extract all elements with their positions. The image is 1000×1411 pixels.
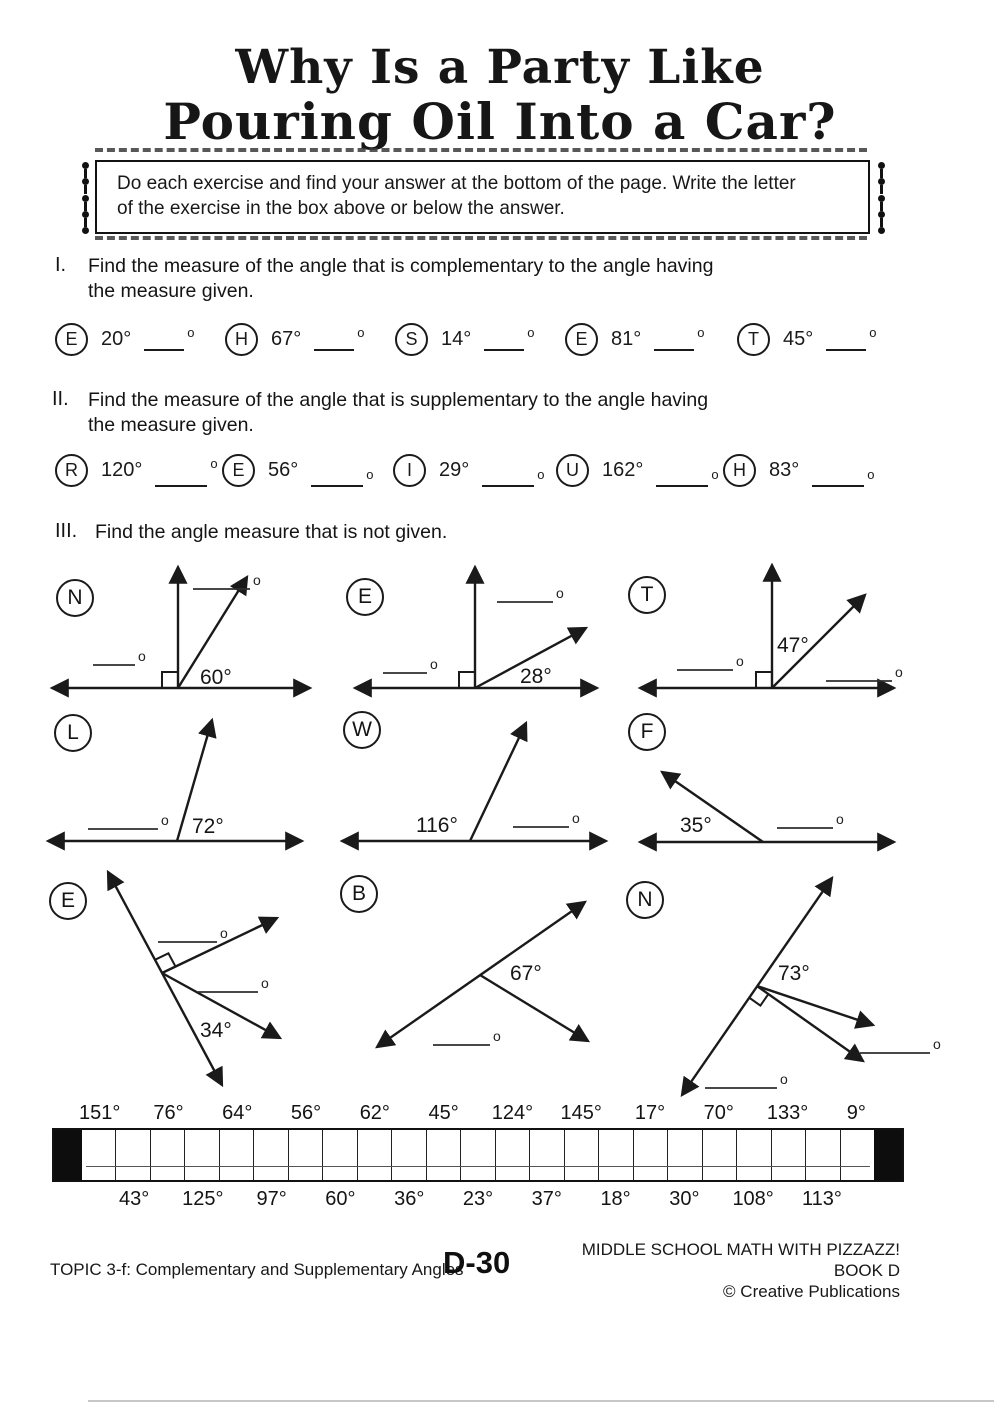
answer-cell (151, 1130, 185, 1180)
degree-mark: o (527, 325, 535, 340)
angle-diagram-E3 (40, 865, 340, 1105)
ornament-dot (878, 178, 885, 185)
answer-blank (311, 484, 363, 487)
angle-label: 35° (680, 814, 712, 837)
given-angle-value: 29° (439, 458, 470, 481)
degree-mark: o (220, 925, 228, 941)
answer-number-top: 9° (846, 1102, 866, 1124)
diagram-letter-T1: T (628, 576, 666, 614)
angle-diagram-T1 (630, 555, 960, 705)
degree-mark: o (867, 467, 875, 482)
section3-numeral: III. (55, 520, 78, 542)
ornament-dot (878, 195, 885, 202)
given-angle-value: 120° (101, 458, 143, 481)
given-angle-value: 162° (602, 458, 644, 481)
degree-mark: o (366, 467, 374, 482)
section2-item-I (393, 453, 544, 487)
angle-arm (470, 723, 526, 841)
answer-blank (155, 484, 207, 487)
answer-cell (392, 1130, 426, 1180)
instruction-line-1: Do each exercise and find your answer at the bottom of the page. Write the letter (117, 173, 796, 194)
section3-prompt: Find the angle measure that is not given. (95, 521, 448, 543)
section1-item-H (225, 322, 364, 356)
instruction-line-2: of the exercise in the box above or below the answer. (117, 198, 565, 219)
angle-arm (757, 986, 863, 1061)
angle-label: 72° (192, 815, 224, 838)
ornament-bar (84, 169, 87, 178)
ornament-right (873, 162, 889, 234)
baseline (108, 872, 222, 1085)
given-angle-value: 20° (101, 327, 132, 350)
exercise-letter-circle: H (225, 323, 258, 356)
angle-arm (757, 986, 873, 1025)
section1-item-S (395, 322, 534, 356)
given-angle-value: 67° (271, 327, 302, 350)
ornament-bar (880, 169, 883, 178)
answer-strip-end-block (54, 1130, 82, 1180)
angle-label: 73° (778, 962, 810, 985)
footer-publisher: © Creative Publications (723, 1282, 900, 1301)
answer-cell (772, 1130, 806, 1180)
answer-number-top: 145° (560, 1102, 602, 1124)
section2-item-R (55, 453, 218, 487)
answer-cell (427, 1130, 461, 1180)
exercise-letter-circle: S (395, 323, 428, 356)
answer-cell (358, 1130, 392, 1180)
answer-cell (254, 1130, 288, 1180)
right-angle-mark (162, 672, 178, 688)
answer-cell (461, 1130, 495, 1180)
degree-mark: o (161, 812, 169, 828)
answer-cell (530, 1130, 564, 1180)
answer-number-top: 151° (79, 1102, 121, 1124)
angle-diagram-E1 (330, 555, 620, 705)
cut-line-bottom (95, 236, 867, 240)
degree-mark: o (711, 467, 719, 482)
degree-mark: o (836, 811, 844, 827)
answer-number-bottom: 18° (600, 1188, 631, 1210)
ornament-bar (880, 202, 883, 211)
section2-prompt-line-2: the measure given. (88, 414, 254, 436)
answer-blank (656, 484, 708, 487)
section2-prompt-line-1: Find the measure of the angle that is supplementary to the angle having (88, 389, 709, 411)
answer-number-bottom: 30° (669, 1188, 700, 1210)
right-angle-mark (756, 672, 772, 688)
ornament-dot (82, 178, 89, 185)
section1-prompt-line-1: Find the measure of the angle that is complementary to the angle having (88, 255, 714, 277)
instruction-box (95, 160, 870, 234)
given-angle-value: 83° (769, 458, 800, 481)
degree-mark: o (736, 653, 744, 669)
answer-number-bottom: 108° (732, 1188, 774, 1210)
given-angle-value: 56° (268, 458, 299, 481)
answer-number-top: 45° (428, 1102, 459, 1124)
ornament-left (77, 162, 93, 234)
answer-number-top: 70° (703, 1102, 734, 1124)
angle-label: 60° (200, 666, 232, 689)
exercise-letter-circle: I (393, 454, 426, 487)
cut-line-top (95, 148, 867, 152)
answer-number-top: 124° (491, 1102, 534, 1124)
ornament-dot (82, 211, 89, 218)
ornament-dot (82, 162, 89, 169)
answer-cell (116, 1130, 150, 1180)
diagram-letter-W: W (343, 711, 381, 749)
ornament-dot (82, 195, 89, 202)
answer-strip-writing-line (86, 1166, 870, 1167)
answer-cell (185, 1130, 219, 1180)
angle-diagram-F (630, 710, 960, 860)
title-line-2: Pouring Oil Into a Car? (163, 92, 837, 151)
answer-strip (52, 1128, 904, 1182)
diagram-letter-N3: N (626, 881, 664, 919)
section2-prompt (88, 388, 708, 438)
degree-mark: o (895, 664, 903, 680)
ornament-dot (82, 227, 89, 234)
section2-numeral: II. (52, 388, 69, 410)
degree-mark: o (261, 975, 269, 991)
section1-item-E (55, 322, 194, 356)
answer-blank (812, 484, 864, 487)
answer-cell (323, 1130, 357, 1180)
degree-mark: o (493, 1028, 501, 1044)
answer-number-top: 56° (290, 1102, 322, 1124)
answer-blank (482, 484, 534, 487)
answer-blank (484, 348, 524, 351)
footer-page-code: D-30 (443, 1245, 511, 1280)
answer-number-bottom: 43° (118, 1188, 150, 1210)
diagram-letter-E1: E (346, 578, 384, 616)
given-angle-value: 14° (441, 327, 472, 350)
answer-strip-end-block (874, 1130, 902, 1180)
angle-label: 47° (777, 634, 809, 657)
exercise-letter-circle: E (565, 323, 598, 356)
degree-mark: o (537, 467, 545, 482)
answer-cell (841, 1130, 874, 1180)
degree-mark: o (138, 648, 146, 664)
angle-label: 28° (520, 665, 552, 688)
section2-item-E (222, 453, 373, 487)
angle-diagram-L (40, 710, 320, 860)
diagram-letter-B: B (340, 875, 378, 913)
given-angle-value: 45° (783, 327, 814, 350)
section1-item-E (565, 322, 704, 356)
answer-number-bottom: 113° (801, 1188, 842, 1210)
answer-cell (806, 1130, 840, 1180)
diagram-letter-L: L (54, 714, 92, 752)
diagram-letter-N1: N (56, 579, 94, 617)
section1-numeral: I. (55, 254, 67, 276)
answer-number-bottom: 36° (394, 1188, 425, 1210)
degree-mark: o (933, 1036, 941, 1052)
answer-number-bottom: 60° (325, 1188, 356, 1210)
title-line-1: Why Is a Party Like (235, 40, 765, 95)
footer-topic: TOPIC 3-f: Complementary and Supplementary Angles (50, 1260, 464, 1279)
exercise-letter-circle: U (556, 454, 589, 487)
section2-item-H (723, 453, 874, 487)
degree-mark: o (430, 656, 438, 672)
exercise-letter-circle: R (55, 454, 88, 487)
angle-diagram-N3 (620, 865, 980, 1115)
angle-arm (662, 772, 763, 842)
angle-label: 34° (200, 1019, 232, 1042)
answer-cell (634, 1130, 668, 1180)
section1-item-T (737, 322, 876, 356)
answer-number-top: 133° (766, 1102, 809, 1124)
degree-mark: o (187, 325, 195, 340)
answer-cell (668, 1130, 702, 1180)
degree-mark: o (357, 325, 365, 340)
answer-number-top: 62° (359, 1102, 390, 1124)
ornament-dot (878, 162, 885, 169)
answer-blank (654, 348, 694, 351)
answer-number-bottom: 37° (531, 1188, 562, 1210)
given-angle-value: 81° (611, 327, 642, 350)
ornament-bar (880, 218, 883, 227)
right-angle-mark (459, 672, 475, 688)
page-title (0, 42, 1000, 150)
answer-number-bottom: 97° (256, 1188, 287, 1210)
ornament-bar (84, 218, 87, 227)
answer-number-top: 17° (634, 1102, 666, 1124)
angle-diagram-N1 (40, 555, 320, 705)
ornament-dot (878, 227, 885, 234)
answer-number-bottom: 125° (182, 1188, 224, 1210)
answer-cell (496, 1130, 530, 1180)
angle-label: 67° (510, 962, 542, 985)
exercise-letter-circle: T (737, 323, 770, 356)
footer-book-title: MIDDLE SCHOOL MATH WITH PIZZAZZ! BOOK D (581, 1240, 900, 1280)
answer-blank (826, 348, 866, 351)
ornament-bar (84, 202, 87, 211)
degree-mark: o (556, 585, 564, 601)
exercise-letter-circle: E (222, 454, 255, 487)
angle-diagram-W (330, 710, 630, 860)
angle-diagram-B (340, 865, 630, 1105)
page-bottom-rule (88, 1400, 994, 1402)
instruction-text (97, 162, 868, 221)
answer-cell (289, 1130, 323, 1180)
answer-cell (599, 1130, 633, 1180)
ornament-bar (84, 185, 87, 194)
diagram-letter-F: F (628, 713, 666, 751)
answer-number-top: 76° (153, 1102, 184, 1124)
degree-mark: o (572, 810, 580, 826)
answer-number-bottom: 23° (462, 1188, 494, 1210)
ornament-dot (878, 211, 885, 218)
angle-label: 116° (416, 814, 458, 837)
degree-mark: o (697, 325, 705, 340)
degree-mark: o (869, 325, 877, 340)
diagram-letter-E3: E (49, 882, 87, 920)
answer-number-top: 64° (222, 1102, 253, 1124)
answer-cell (82, 1130, 116, 1180)
answer-cell (737, 1130, 771, 1180)
ornament-bar (880, 185, 883, 194)
exercise-letter-circle: H (723, 454, 756, 487)
answer-blank (314, 348, 354, 351)
footer-book-credit (560, 1239, 900, 1302)
answer-cell (703, 1130, 737, 1180)
degree-mark: o (210, 456, 218, 471)
answer-cell (220, 1130, 254, 1180)
section1-prompt-line-2: the measure given. (88, 280, 254, 302)
degree-mark: o (780, 1071, 788, 1087)
section1-prompt (88, 254, 713, 304)
exercise-letter-circle: E (55, 323, 88, 356)
answer-cell (565, 1130, 599, 1180)
answer-strip-cells (82, 1130, 874, 1180)
section2-item-U (556, 453, 719, 487)
degree-mark: o (253, 572, 261, 588)
answer-blank (144, 348, 184, 351)
